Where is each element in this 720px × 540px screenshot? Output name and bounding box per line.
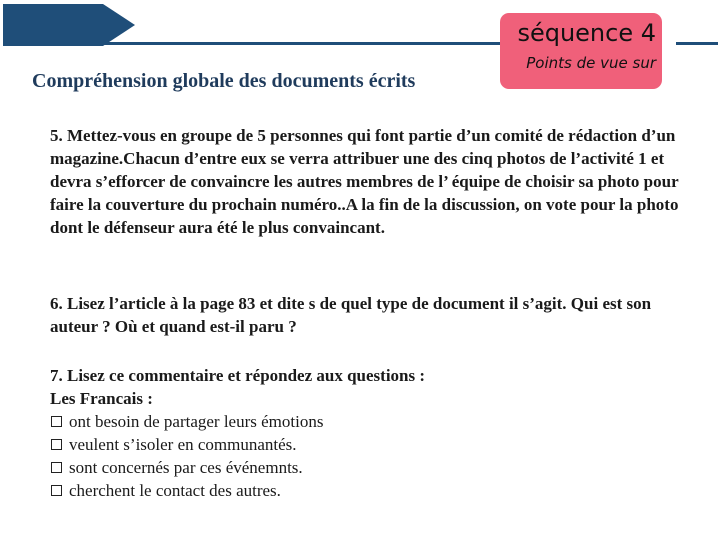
answer-option[interactable] <box>50 410 680 433</box>
checkbox[interactable] <box>51 462 62 473</box>
answer-option[interactable] <box>50 433 680 456</box>
checkbox[interactable] <box>51 485 62 496</box>
question-5: 5. Mettez-vous en groupe de 5 personnes qui font partie d’un comité de rédaction d’un magazine.Chacun d’entre eux se verra attribuer une des cinq photos de l’activité 1 et devra s’efforcer de convaincre les autres membres de l’ équipe de choisir sa photo pour faire la couverture du prochain numéro..A la fin de la discussion, on vote pour la photo dont le défenseur aura été le plus convaincant. <box>50 126 679 237</box>
checkbox[interactable] <box>51 416 62 427</box>
header-rule-left <box>3 42 500 45</box>
header-rule-right <box>676 42 718 45</box>
sequence-badge <box>500 13 662 89</box>
answer-option-label: veulent s’isoler en communantés. <box>69 435 297 454</box>
answer-option-label: ont besoin de partager leurs émotions <box>69 412 324 431</box>
question-7-title: 7. Lisez ce commentaire et répondez aux questions : <box>50 366 426 385</box>
page-title: Compréhension globale des documents écrits <box>32 70 416 92</box>
question-7-lead: Les Francais : <box>50 389 153 408</box>
sequence-subtitle: Points de vue sur <box>526 54 656 72</box>
answer-option[interactable] <box>50 456 680 479</box>
question-6: 6. Lisez l’article à la page 83 et dite s de quel type de document il s’agit. Qui est son auteur ? Où et quand est-il paru ? <box>50 294 652 336</box>
question-7 <box>50 364 680 502</box>
answer-option-label: sont concernés par ces événemnts. <box>69 458 303 477</box>
sequence-label: séquence 4 <box>517 19 656 47</box>
answer-option[interactable] <box>50 479 680 502</box>
header-banner-arrow <box>3 4 135 46</box>
answer-option-label: cherchent le contact des autres. <box>69 481 281 500</box>
checkbox[interactable] <box>51 439 62 450</box>
